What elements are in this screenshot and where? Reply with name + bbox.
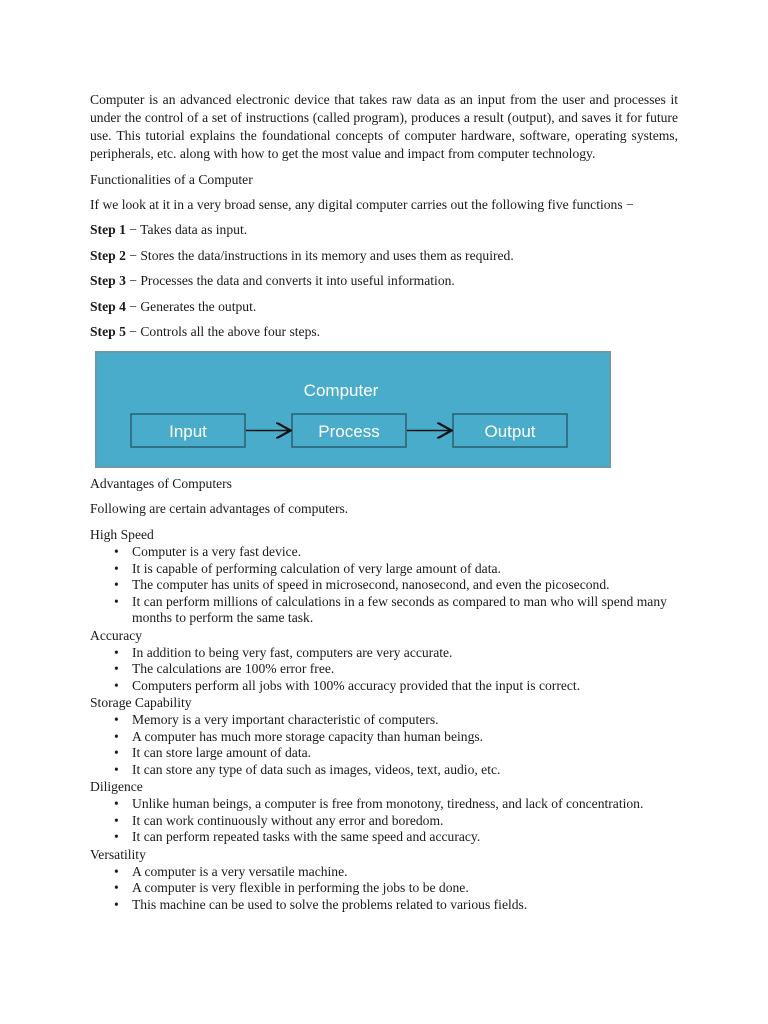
step-label: Step 1	[90, 222, 126, 237]
intro-paragraph: Computer is an advanced electronic device that takes raw data as an input from the user and processes it under the control of a set of instructions (called program), produces a result (output), and saves it for future use. This tutorial explains the foundational concepts of computer hardware, software, operating systems, peripherals, etc. along with how to get the most value and impact from computer technology.	[90, 92, 678, 161]
list-item: • It can perform millions of calculations in a few seconds as compared to man who will spend many months to perform the same task.	[132, 594, 678, 627]
step-label: Step 5	[90, 324, 126, 340]
list-item: • The computer has units of speed in microsecond, nanosecond, and even the picosecond.	[132, 577, 678, 594]
step-text: − Processes the data and converts it into useful information.	[125, 273, 455, 289]
step-label: Step 2	[90, 247, 126, 263]
list-item: • A computer is very flexible in performing the jobs to be done.	[132, 880, 678, 897]
input-label: Input	[169, 422, 207, 442]
bullet-list	[90, 645, 678, 695]
bullet-list	[90, 544, 678, 627]
list-item: • It can work continuously without any error and boredom.	[132, 813, 678, 830]
list-item: • It can perform repeated tasks with the same speed and accuracy.	[132, 829, 678, 846]
list-item: • A computer is a very versatile machine.	[132, 864, 678, 881]
step-5	[90, 323, 678, 341]
step-4	[90, 298, 678, 316]
advantages-heading: Advantages of Computers	[90, 476, 232, 492]
diagram-svg	[97, 353, 609, 466]
section-title: Diligence	[90, 779, 143, 795]
list-item: • A computer has much more storage capacity than human beings.	[132, 729, 678, 746]
output-label: Output	[484, 422, 536, 442]
advantages-lead: Following are certain advantages of computers.	[90, 501, 349, 517]
list-item: • It is capable of performing calculation of very large amount of data.	[132, 561, 678, 578]
functionalities-heading: Functionalities of a Computer	[90, 172, 253, 187]
bullet-list	[90, 796, 678, 846]
step-text: − Generates the output.	[125, 298, 257, 314]
section-title: Storage Capability	[90, 695, 192, 711]
process-label: Process	[318, 422, 380, 442]
step-3	[90, 272, 678, 290]
step-text: − Takes data as input.	[125, 222, 248, 237]
bullet-list	[90, 864, 678, 914]
section-accuracy	[90, 627, 678, 695]
bullet-list	[90, 712, 678, 778]
steps-list	[90, 221, 678, 341]
list-item: • It can store large amount of data.	[132, 745, 678, 762]
step-label: Step 4	[90, 298, 126, 314]
section-title: Versatility	[90, 846, 146, 862]
computer-diagram	[95, 351, 611, 468]
step-text: − Stores the data/instructions in its memory and uses them as required.	[125, 247, 514, 263]
list-item: • It can store any type of data such as images, videos, text, audio, etc.	[132, 762, 678, 779]
list-item: • This machine can be used to solve the problems related to various fields.	[132, 897, 678, 914]
functions-lead: If we look at it in a very broad sense, any digital computer carries out the following five functions −	[90, 197, 634, 212]
diagram-title: Computer	[303, 381, 379, 401]
section-storage-capability	[90, 694, 678, 778]
list-item: • Memory is a very important characteristic of computers.	[132, 712, 678, 729]
step-2	[90, 247, 678, 265]
section-title: Accuracy	[90, 627, 143, 643]
document-page	[90, 91, 678, 913]
section-title: High Speed	[90, 527, 154, 543]
section-diligence	[90, 778, 678, 846]
section-high-speed	[90, 526, 678, 627]
list-item: • In addition to being very fast, computers are very accurate.	[132, 645, 678, 662]
step-1	[90, 221, 678, 239]
list-item: • Unlike human beings, a computer is free from monotony, tiredness, and lack of concentration.	[132, 796, 678, 813]
list-item: • Computer is a very fast device.	[132, 544, 678, 561]
step-label: Step 3	[90, 273, 126, 289]
list-item: • Computers perform all jobs with 100% accuracy provided that the input is correct.	[132, 678, 678, 695]
step-text: − Controls all the above four steps.	[125, 324, 321, 340]
list-item: • The calculations are 100% error free.	[132, 661, 678, 678]
section-versatility	[90, 846, 678, 914]
